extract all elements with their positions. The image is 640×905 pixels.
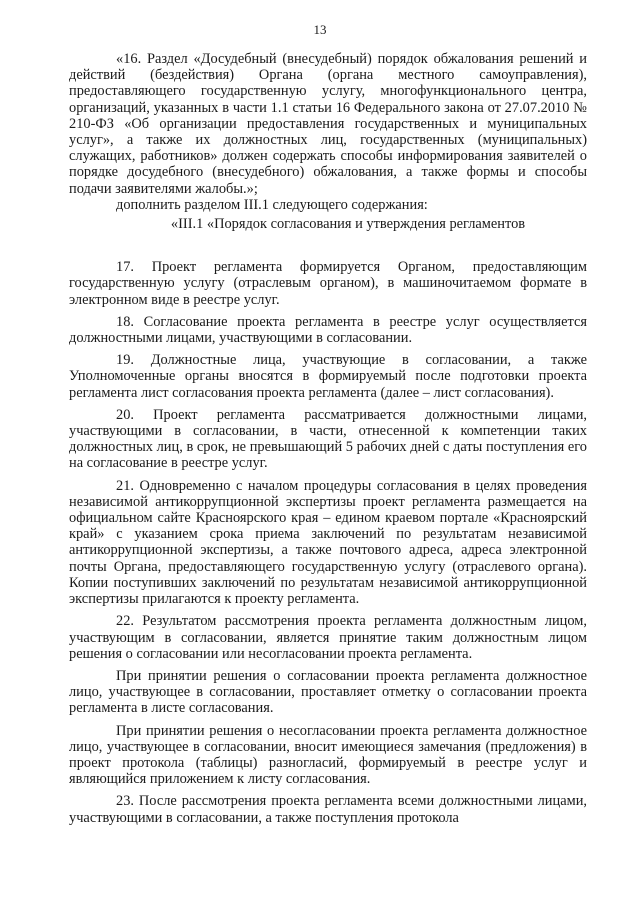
paragraph-item-22-rejection: При принятии решения о несогласовании проекта регламента должностное лицо, участвующее в согласовании, вносит имеющиеся замечания (предложения) в проект протокола (таблицы) разногласий, формируемый в реестре услуг и являющийся приложением к листу согласования. xyxy=(69,722,587,788)
paragraph-item-17: 17. Проект регламента формируется Органом, предоставляющим государственную услугу (отраслевым органом), в машиночитаемом формате в электронном виде в реестре услуг. xyxy=(69,259,587,308)
paragraph-item-19: 19. Должностные лица, участвующие в согласовании, а также Уполномоченные органы вносятся в формируемый после подготовки проекта регламента лист согласования проекта регламента (далее – лист согласования). xyxy=(69,352,587,401)
paragraph-item-18: 18. Согласование проекта регламента в реестре услуг осуществляется должностными лицами, участвующими в согласовании. xyxy=(69,313,587,347)
section-heading-iii-1: «III.1 «Порядок согласования и утверждения регламентов xyxy=(170,216,526,233)
paragraph-item-21: 21. Одновременно с началом процедуры согласования в целях проведения независимой антикоррупционной экспертизы проект регламента размещается на официальном сайте Красноярского края – едином краевом портале «Красноярский край» с указанием срока приема заключений по результатам независимой антикоррупционной экспертизы, а также почтового адреса, адреса электронной почты Органа, предоставляющего государственную услугу (отраслевого органа). Копии поступивших заключений по результатам независимой антикоррупционной экспертизы прилагаются к проекту регламента. xyxy=(69,477,587,608)
page-number: 13 xyxy=(313,22,327,37)
document-body xyxy=(69,51,587,826)
paragraph-item-23: 23. После рассмотрения проекта регламента всеми должностными лицами, участвующими в согласовании, а также поступления протокола xyxy=(69,793,587,826)
paragraph-item-22: 22. Результатом рассмотрения проекта регламента должностным лицом, участвующим в согласовании, является принятие таким должностным лицом решения о согласовании или несогласовании проекта регламента. xyxy=(69,613,587,662)
paragraph-item-22-approval: При принятии решения о согласовании проекта регламента должностное лицо, участвующее в согласовании, проставляет отметку о согласовании проекта регламента в листе согласования. xyxy=(69,667,587,717)
paragraph-add-section-instruction: дополнить разделом III.1 следующего содержания: xyxy=(116,196,428,213)
paragraph-item-20: 20. Проект регламента рассматривается должностными лицами, участвующими в согласовании, в части, отнесенной к компетенции таких должностных лиц, в срок, не превышающий 5 рабочих дней с даты поступления его на согласование в реестре услуг. xyxy=(69,406,587,472)
paragraph-section-16-amendment: «16. Раздел «Досудебный (внесудебный) порядок обжалования решений и действий (бездействия) Органа (органа местного самоуправления), предоставляющего государственную услугу, многофункционального центра, организаций, указанных в части 1.1 статьи 16 Федерального закона от 27.07.2010 № 210-ФЗ «Об организации предоставления государственных и муниципальных услуг», а также их должностных лиц, государственных (муниципальных) служащих, работников» должен содержать способы информирования заявителей о порядке досудебного (внесудебного) обжалования, а также формы и способы подачи заявителями жалобы.»; xyxy=(69,51,587,197)
